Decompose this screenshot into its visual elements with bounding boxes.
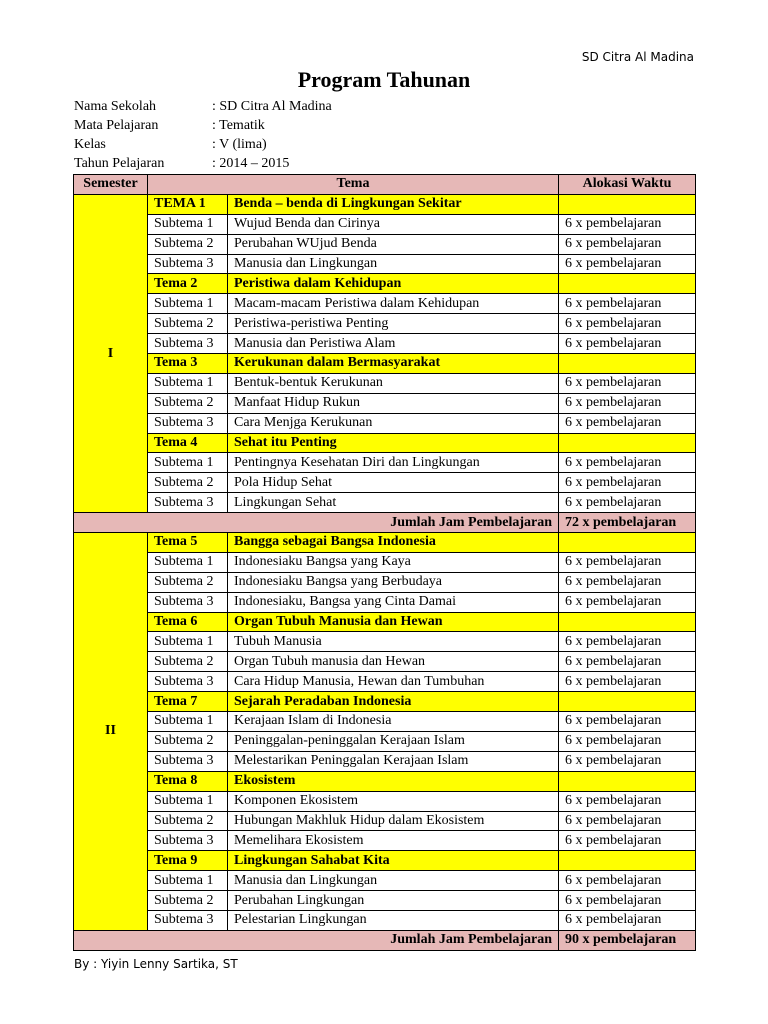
- subtema-alokasi: 6 x pembelajaran: [559, 234, 696, 254]
- page-title: Program Tahunan: [297, 67, 471, 92]
- subtema-alokasi: 6 x pembelajaran: [559, 811, 696, 831]
- subtema-label: Subtema 1: [148, 712, 228, 732]
- info-label: Nama Sekolah: [74, 99, 157, 114]
- tema-title: Organ Tubuh Manusia dan Hewan: [228, 612, 559, 632]
- subtema-row: [74, 672, 696, 692]
- info-label: Tahun Pelajaran: [74, 156, 165, 171]
- subtema-title: Indonesiaku, Bangsa yang Cinta Damai: [228, 592, 559, 612]
- semester-cell: II: [74, 533, 148, 931]
- total-label: Jumlah Jam Pembelajaran: [74, 513, 559, 533]
- subtema-label: Subtema 3: [148, 334, 228, 354]
- subtema-row: [74, 413, 696, 433]
- subtema-alokasi: 6 x pembelajaran: [559, 294, 696, 314]
- info-row-class: [74, 135, 332, 154]
- subtema-row: [74, 393, 696, 413]
- tema-label: Tema 7: [148, 692, 228, 712]
- program-table: [73, 174, 696, 951]
- total-value: 90 x pembelajaran: [559, 930, 696, 950]
- subtema-label: Subtema 2: [148, 891, 228, 911]
- tema-title: Sejarah Peradaban Indonesia: [228, 692, 559, 712]
- subtema-row: [74, 254, 696, 274]
- tema-label: Tema 9: [148, 851, 228, 871]
- tema-row: [74, 851, 696, 871]
- subtema-title: Indonesiaku Bangsa yang Berbudaya: [228, 572, 559, 592]
- subtema-label: Subtema 3: [148, 831, 228, 851]
- subtema-label: Subtema 3: [148, 672, 228, 692]
- header-school-name: SD Citra Al Madina: [581, 50, 694, 64]
- subtema-label: Subtema 3: [148, 751, 228, 771]
- tema-row: [74, 612, 696, 632]
- subtema-label: Subtema 2: [148, 811, 228, 831]
- subtema-alokasi: 6 x pembelajaran: [559, 373, 696, 393]
- subtema-label: Subtema 2: [148, 473, 228, 493]
- subtema-title: Cara Menjga Kerukunan: [228, 413, 559, 433]
- info-label: Kelas: [74, 137, 106, 152]
- subtema-label: Subtema 1: [148, 632, 228, 652]
- subtema-row: [74, 791, 696, 811]
- header-tema: Tema: [148, 175, 559, 195]
- tema-title: Sehat itu Penting: [228, 433, 559, 453]
- header-alokasi: Alokasi Waktu: [559, 175, 696, 195]
- subtema-alokasi: 6 x pembelajaran: [559, 731, 696, 751]
- subtema-row: [74, 334, 696, 354]
- subtema-title: Tubuh Manusia: [228, 632, 559, 652]
- subtema-title: Peninggalan-peninggalan Kerajaan Islam: [228, 731, 559, 751]
- subtema-alokasi: 6 x pembelajaran: [559, 712, 696, 732]
- tema-alokasi: [559, 851, 696, 871]
- subtema-row: [74, 751, 696, 771]
- subtema-label: Subtema 1: [148, 871, 228, 891]
- subtema-label: Subtema 1: [148, 453, 228, 473]
- subtema-title: Pola Hidup Sehat: [228, 473, 559, 493]
- subtema-alokasi: 6 x pembelajaran: [559, 632, 696, 652]
- tema-row: [74, 433, 696, 453]
- subtema-title: Kerajaan Islam di Indonesia: [228, 712, 559, 732]
- tema-alokasi: [559, 433, 696, 453]
- subtema-row: [74, 712, 696, 732]
- subtema-alokasi: 6 x pembelajaran: [559, 572, 696, 592]
- subtema-alokasi: 6 x pembelajaran: [559, 214, 696, 234]
- total-row: [74, 930, 696, 950]
- subtema-alokasi: 6 x pembelajaran: [559, 493, 696, 513]
- tema-row: [74, 194, 696, 214]
- subtema-row: [74, 453, 696, 473]
- tema-alokasi: [559, 612, 696, 632]
- subtema-title: Komponen Ekosistem: [228, 791, 559, 811]
- subtema-row: [74, 314, 696, 334]
- subtema-row: [74, 294, 696, 314]
- tema-label: Tema 6: [148, 612, 228, 632]
- subtema-title: Manusia dan Lingkungan: [228, 871, 559, 891]
- total-value: 72 x pembelajaran: [559, 513, 696, 533]
- subtema-title: Perubahan WUjud Benda: [228, 234, 559, 254]
- subtema-title: Peristiwa-peristiwa Penting: [228, 314, 559, 334]
- subtema-alokasi: 6 x pembelajaran: [559, 254, 696, 274]
- subtema-row: [74, 731, 696, 751]
- tema-label: Tema 3: [148, 354, 228, 374]
- subtema-row: [74, 552, 696, 572]
- subtema-title: Manfaat Hidup Rukun: [228, 393, 559, 413]
- subtema-label: Subtema 2: [148, 731, 228, 751]
- subtema-label: Subtema 1: [148, 373, 228, 393]
- tema-title: Peristiwa dalam Kehidupan: [228, 274, 559, 294]
- tema-alokasi: [559, 692, 696, 712]
- header-semester: Semester: [74, 175, 148, 195]
- subtema-row: [74, 592, 696, 612]
- tema-row: [74, 692, 696, 712]
- tema-alokasi: [559, 771, 696, 791]
- info-block: [74, 97, 332, 173]
- tema-label: Tema 8: [148, 771, 228, 791]
- subtema-alokasi: 6 x pembelajaran: [559, 652, 696, 672]
- info-row-school: [74, 97, 332, 116]
- tema-alokasi: [559, 354, 696, 374]
- subtema-label: Subtema 2: [148, 572, 228, 592]
- subtema-alokasi: 6 x pembelajaran: [559, 334, 696, 354]
- tema-row: [74, 354, 696, 374]
- total-row: [74, 513, 696, 533]
- subtema-label: Subtema 1: [148, 214, 228, 234]
- info-value: : V (lima): [212, 137, 267, 152]
- tema-alokasi: [559, 533, 696, 553]
- subtema-label: Subtema 2: [148, 652, 228, 672]
- subtema-alokasi: 6 x pembelajaran: [559, 473, 696, 493]
- tema-title: Bangga sebagai Bangsa Indonesia: [228, 533, 559, 553]
- info-value: : Tematik: [212, 118, 265, 133]
- subtema-title: Macam-macam Peristiwa dalam Kehidupan: [228, 294, 559, 314]
- subtema-label: Subtema 3: [148, 493, 228, 513]
- subtema-alokasi: 6 x pembelajaran: [559, 751, 696, 771]
- subtema-title: Hubungan Makhluk Hidup dalam Ekosistem: [228, 811, 559, 831]
- tema-alokasi: [559, 274, 696, 294]
- tema-label: Tema 5: [148, 533, 228, 553]
- subtema-alokasi: 6 x pembelajaran: [559, 831, 696, 851]
- subtema-title: Organ Tubuh manusia dan Hewan: [228, 652, 559, 672]
- subtema-alokasi: 6 x pembelajaran: [559, 413, 696, 433]
- subtema-title: Pelestarian Lingkungan: [228, 910, 559, 930]
- subtema-title: Pentingnya Kesehatan Diri dan Lingkungan: [228, 453, 559, 473]
- info-row-subject: [74, 116, 332, 135]
- total-label: Jumlah Jam Pembelajaran: [74, 930, 559, 950]
- subtema-title: Memelihara Ekosistem: [228, 831, 559, 851]
- tema-row: [74, 274, 696, 294]
- subtema-row: [74, 811, 696, 831]
- subtema-title: Cara Hidup Manusia, Hewan dan Tumbuhan: [228, 672, 559, 692]
- subtema-row: [74, 214, 696, 234]
- tema-row: [74, 533, 696, 553]
- info-value: : SD Citra Al Madina: [212, 99, 332, 114]
- subtema-label: Subtema 1: [148, 552, 228, 572]
- tema-alokasi: [559, 194, 696, 214]
- tema-title: Lingkungan Sahabat Kita: [228, 851, 559, 871]
- subtema-title: Wujud Benda dan Cirinya: [228, 214, 559, 234]
- tema-title: Ekosistem: [228, 771, 559, 791]
- tema-label: Tema 2: [148, 274, 228, 294]
- subtema-row: [74, 373, 696, 393]
- footer-author: By : Yiyin Lenny Sartika, ST: [74, 957, 238, 971]
- subtema-alokasi: 6 x pembelajaran: [559, 910, 696, 930]
- subtema-row: [74, 572, 696, 592]
- subtema-row: [74, 891, 696, 911]
- subtema-title: Manusia dan Lingkungan: [228, 254, 559, 274]
- subtema-row: [74, 493, 696, 513]
- subtema-title: Indonesiaku Bangsa yang Kaya: [228, 552, 559, 572]
- info-label: Mata Pelajaran: [74, 118, 159, 133]
- subtema-alokasi: 6 x pembelajaran: [559, 453, 696, 473]
- subtema-label: Subtema 3: [148, 254, 228, 274]
- subtema-alokasi: 6 x pembelajaran: [559, 791, 696, 811]
- subtema-row: [74, 652, 696, 672]
- subtema-alokasi: 6 x pembelajaran: [559, 871, 696, 891]
- subtema-alokasi: 6 x pembelajaran: [559, 592, 696, 612]
- subtema-row: [74, 473, 696, 493]
- info-row-year: [74, 154, 332, 173]
- tema-row: [74, 771, 696, 791]
- subtema-title: Manusia dan Peristiwa Alam: [228, 334, 559, 354]
- subtema-title: Lingkungan Sehat: [228, 493, 559, 513]
- subtema-label: Subtema 1: [148, 294, 228, 314]
- subtema-alokasi: 6 x pembelajaran: [559, 393, 696, 413]
- subtema-title: Bentuk-bentuk Kerukunan: [228, 373, 559, 393]
- subtema-row: [74, 831, 696, 851]
- subtema-label: Subtema 2: [148, 314, 228, 334]
- subtema-alokasi: 6 x pembelajaran: [559, 891, 696, 911]
- subtema-label: Subtema 3: [148, 413, 228, 433]
- tema-label: Tema 4: [148, 433, 228, 453]
- tema-title: Kerukunan dalam Bermasyarakat: [228, 354, 559, 374]
- subtema-row: [74, 871, 696, 891]
- subtema-row: [74, 632, 696, 652]
- table-body: [74, 194, 696, 950]
- subtema-alokasi: 6 x pembelajaran: [559, 314, 696, 334]
- tema-label: TEMA 1: [148, 194, 228, 214]
- subtema-label: Subtema 1: [148, 791, 228, 811]
- subtema-label: Subtema 2: [148, 234, 228, 254]
- subtema-label: Subtema 2: [148, 393, 228, 413]
- subtema-alokasi: 6 x pembelajaran: [559, 552, 696, 572]
- semester-cell: I: [74, 194, 148, 512]
- subtema-label: Subtema 3: [148, 592, 228, 612]
- subtema-row: [74, 234, 696, 254]
- subtema-title: Melestarikan Peninggalan Kerajaan Islam: [228, 751, 559, 771]
- subtema-alokasi: 6 x pembelajaran: [559, 672, 696, 692]
- subtema-label: Subtema 3: [148, 910, 228, 930]
- subtema-row: [74, 910, 696, 930]
- tema-title: Benda – benda di Lingkungan Sekitar: [228, 194, 559, 214]
- subtema-title: Perubahan Lingkungan: [228, 891, 559, 911]
- info-value: : 2014 – 2015: [212, 156, 290, 171]
- table-header-row: [74, 175, 696, 195]
